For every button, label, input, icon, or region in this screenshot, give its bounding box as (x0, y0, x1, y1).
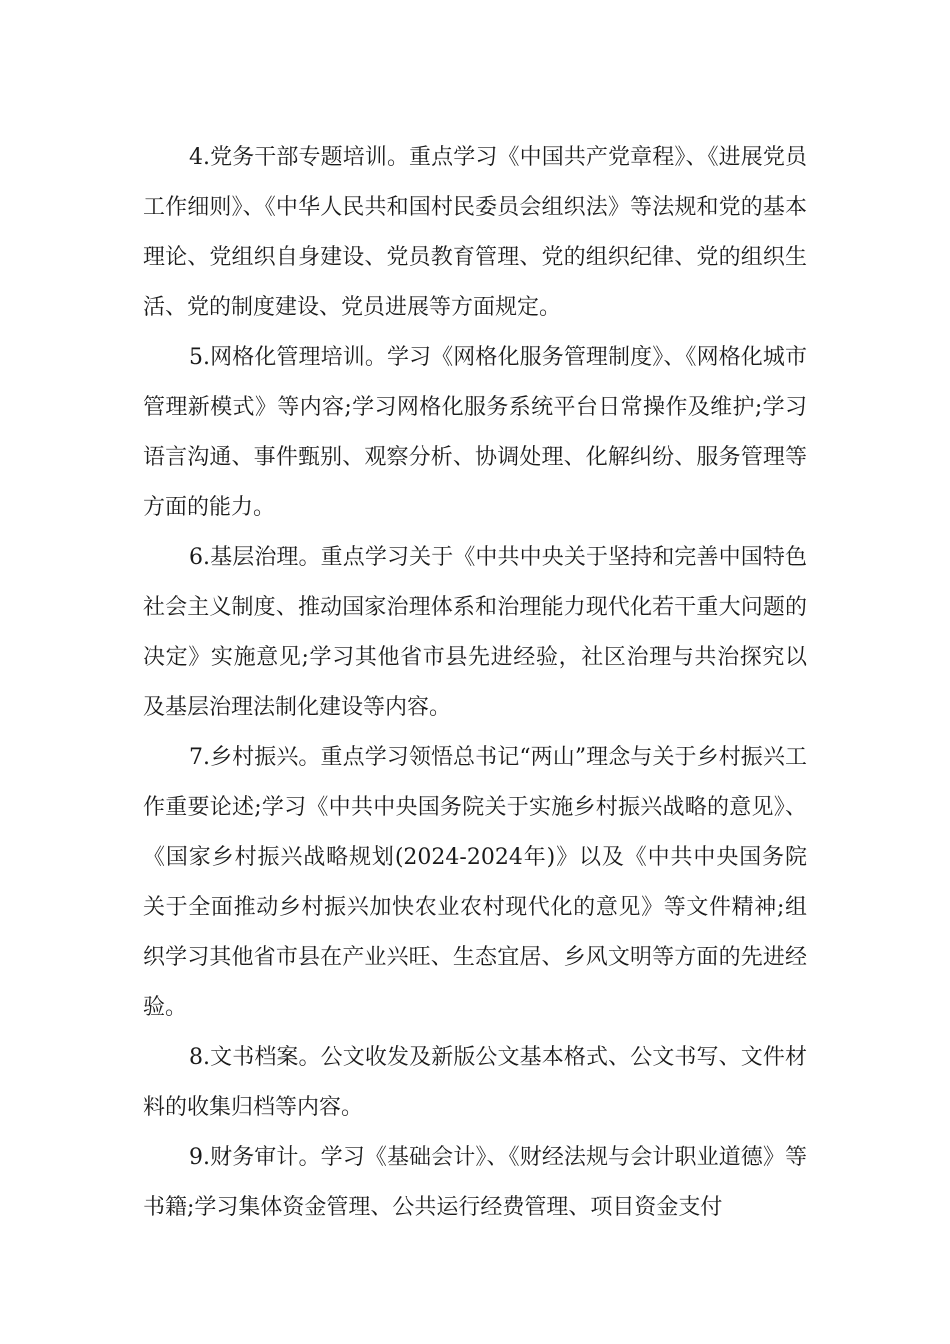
paragraph-grassroots-governance: 6.基层治理。重点学习关于《中共中央关于坚持和完善中国特色社会主义制度、推动国家治理体系和治理能力现代化若干重大问题的决定》实施意见;学习其他省市县先进经验，社区治理与共治探究以及基层治理法制化建设等内容。 (143, 545, 807, 720)
document-body (143, 133, 807, 1233)
paragraph-party-cadre-training: 4.党务干部专题培训。重点学习《中国共产党章程》、《进展党员工作细则》、《中华人民共和国村民委员会组织法》等法规和党的基本理论、党组织自身建设、党员教育管理、党的组织纪律、党的组织生活、党的制度建设、党员进展等方面规定。 (143, 145, 807, 320)
paragraph-document-archives: 8.文书档案。公文收发及新版公文基本格式、公文书写、文件材料的收集归档等内容。 (143, 1045, 807, 1120)
paragraph-grid-management-training: 5.网格化管理培训。学习《网格化服务管理制度》、《网格化城市管理新模式》等内容;学习网格化服务系统平台日常操作及维护;学习语言沟通、事件甄别、观察分析、协调处理、化解纠纷、服务管理等方面的能力。 (143, 345, 807, 520)
paragraph-financial-audit: 9.财务审计。学习《基础会计》、《财经法规与会计职业道德》等书籍;学习集体资金管理、公共运行经费管理、项目资金支付 (143, 1145, 807, 1220)
paragraph-rural-revitalization: 7.乡村振兴。重点学习领悟总书记“两山”理念与关于乡村振兴工作重要论述;学习《中共中央国务院关于实施乡村振兴战略的意见》、《国家乡村振兴战略规划(2024-2024年)》以及《中共中央国务院关于全面推动乡村振兴加快农业农村现代化的意见》等文件精神;组织学习其他省市县在产业兴旺、生态宜居、乡风文明等方面的先进经验。 (143, 745, 807, 1020)
